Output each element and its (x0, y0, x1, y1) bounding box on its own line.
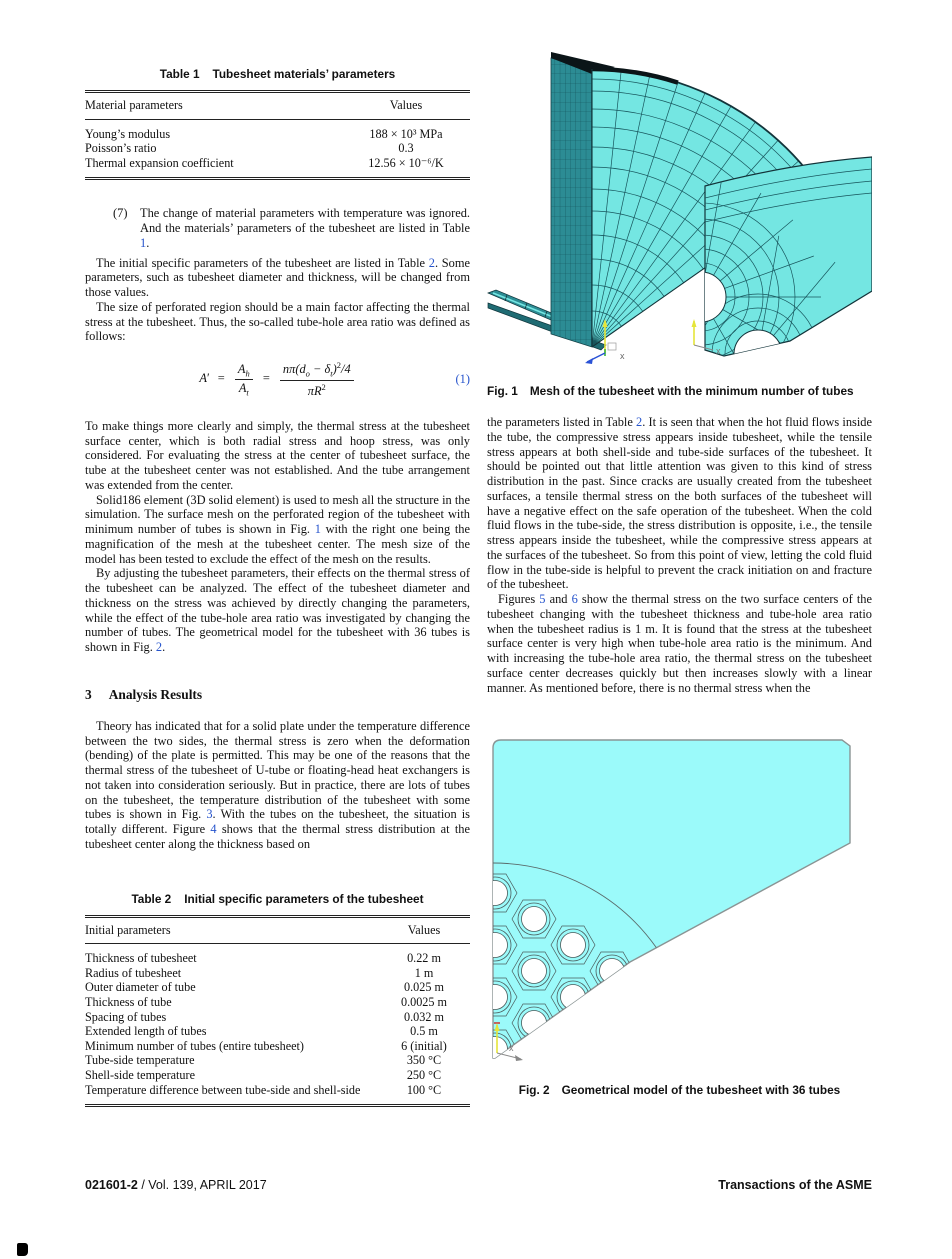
table2-caption-label: Table 2 (131, 891, 172, 906)
table-row (85, 1010, 470, 1025)
ref-link[interactable]: 2 (155, 640, 163, 655)
section-heading-3 (85, 687, 470, 703)
var: ) (332, 362, 337, 377)
text-run: To make things more clearly and simply, the thermal stress at the tubesheet surface center, which is both radial stress and hoop stress, was only considered. For evaluating the stress at the center of tubesheet surface, the tube at the tubesheet center was not established. And the tube arrangement was extended from the center. (85, 418, 470, 492)
paragraph (85, 300, 470, 344)
param-label: Extended length of tubes (85, 1024, 207, 1039)
text-run: . With the tubes on the tubesheet, the situation is totally different. Figure (85, 807, 470, 837)
param-label: Poisson’s ratio (85, 141, 157, 156)
fraction-hole-area (280, 360, 354, 399)
journal-name: Transactions of the ASME (718, 1178, 872, 1192)
var: A (237, 361, 246, 376)
param-value: 350 °C (406, 1053, 442, 1068)
equation-number-link[interactable]: (1) (455, 371, 470, 386)
table-row (85, 1024, 470, 1039)
table-row (85, 995, 470, 1010)
text-run: The initial specific parameters of the tubesheet are listed in Table (96, 255, 429, 270)
param-label: Temperature difference between tube-side and shell-side (85, 1082, 361, 1097)
left-column (85, 45, 470, 1107)
ref-link[interactable]: 1 (314, 522, 321, 537)
figure2-caption (487, 1083, 872, 1097)
superscript: 2 (336, 360, 341, 371)
paragraph (487, 592, 872, 695)
param-label: Radius of tubesheet (85, 965, 182, 980)
param-value: 0.3 (398, 141, 414, 156)
table-header-row (85, 916, 470, 944)
param-value: 6 (initial) (401, 1038, 447, 1053)
paragraph (85, 566, 470, 655)
param-value: 0.025 m (404, 980, 444, 995)
param-label: Thickness of tube (85, 994, 172, 1009)
figure-1 (487, 45, 872, 375)
list-item-text (140, 206, 470, 250)
table1-caption-title: Tubesheet materials’ parameters (212, 67, 396, 81)
column-header: Values (342, 92, 470, 120)
ref-link[interactable]: 3 (206, 807, 213, 822)
param-value: 0.032 m (404, 1009, 444, 1024)
ref-link[interactable]: 2 (636, 415, 643, 429)
table-row (85, 1053, 470, 1068)
list-item-marker: (7) (113, 206, 128, 221)
var: − δ (309, 362, 331, 377)
subscript: t (330, 368, 333, 379)
table2-initial-parameters (85, 915, 470, 1108)
x-axis-label: x (716, 346, 721, 356)
param-label: Spacing of tubes (85, 1009, 167, 1024)
text-run: with the right one being the magnification of the mesh at the tubesheet center. The mesh size of the model has been tested to exclude the effect of the mesh on the results. (85, 522, 470, 566)
section-number: 3 (85, 686, 92, 702)
fig2-model-image (487, 733, 872, 1073)
table-row (85, 966, 470, 981)
var: /4 (341, 362, 351, 377)
tubesheet-quarter-model (493, 740, 850, 1058)
text-run: . (146, 235, 150, 250)
footer-separator: / (141, 1178, 145, 1192)
x-axis-label: x (509, 1043, 514, 1054)
var: A (238, 380, 247, 395)
param-label: Tube-side temperature (85, 1053, 195, 1068)
table-row (85, 980, 470, 995)
equation-lhs: A (199, 371, 207, 386)
param-label: Minimum number of tubes (entire tubesheet) (85, 1038, 304, 1053)
table2-caption (85, 892, 470, 906)
paragraph (85, 493, 470, 567)
ref-link[interactable]: 5 (539, 592, 546, 606)
equals-sign: = (217, 371, 225, 386)
subscript: t (246, 387, 249, 398)
page-footer (85, 1178, 872, 1192)
right-column (487, 45, 872, 1097)
param-value: 188 × 10³ MPa (369, 126, 443, 141)
text-run: Figures (498, 592, 540, 606)
var: πR (307, 383, 322, 398)
numbered-list-item-7 (85, 206, 470, 250)
ref-link[interactable]: 1 (140, 235, 147, 250)
subscript: h (245, 367, 250, 378)
table-row (85, 141, 470, 156)
text-run: . It is seen that when the hot fluid flows inside the tube, the compressive stress appears inside tubesheet, while the tensile stress appears at both shell-side and tube-side surfaces of the tubesheet. It should be pointed out that little attention was given to this kind of stress distribution in the past. Since cracks are usually created from the tubesheet surfaces, a tensile thermal stress on the both surfaces of the tubesheet will have a negative effect on the safe operation of the tubesheet. When the cold fluid flows in the tube-side, the stress distribution is opposite, i.e., the tensile stress appears inside the tubesheet, while the compressive stress appears at the surfaces of the tubesheet. So from this point of view, letting the cold fluid flow in the tube-side is helpful to prevent the crack initiation on and fracture of the tubesheet. (487, 415, 872, 592)
param-value: 12.56 × 10⁻⁶/K (368, 155, 444, 170)
text-run: The change of material parameters with temperature was ignored. And the materials’ parameters of the tubesheet are listed in Table (140, 206, 470, 236)
print-registration-mark (17, 1243, 28, 1256)
param-label: Thermal expansion coefficient (85, 155, 234, 170)
text-run: show the thermal stress on the two surface centers of the tubesheet changing with the tubesheet thickness and tube-hole area ratio when the tubesheet radius is 1 m. It is found that the stress at the tubesheet surface center is very high when tube-hole area ratio is the minimum. And with increasing the tube-hole area ratio, the thermal stress on the tubesheet surface center decreases quickly but then increases slowly with a linear manner. As mentioned before, there is no thermal stress when the (487, 592, 872, 695)
section-title: Analysis Results (108, 686, 203, 702)
figure-2 (487, 733, 872, 1073)
volume-info: Vol. 139, APRIL 2017 (148, 1178, 267, 1192)
text-run: . Some parameters, such as tubesheet diameter and thickness, will be changed from those values. (85, 255, 470, 300)
equation-body (115, 360, 440, 399)
table2-caption-title: Initial specific parameters of the tubesheet (184, 891, 424, 906)
paragraph (85, 719, 470, 852)
param-value: 0.0025 m (400, 994, 448, 1009)
param-label: Young’s modulus (85, 126, 171, 141)
text-run: The size of perforated region should be a main factor affecting the thermal stress at the tubesheet. Thus, the so-called tube-hole area ratio was defined as follows: (85, 299, 470, 344)
param-label: Thickness of tubesheet (85, 951, 197, 966)
table-row (85, 1068, 470, 1083)
fraction-area-ratio (235, 362, 253, 398)
table-row (85, 944, 470, 966)
text-run: By adjusting the tubesheet parameters, their effects on the thermal stress of the tubesheet can be analyzed. The effect of the tubesheet diameter and thickness on the stress was achieved by directly changing the parameters, while the effect of the tube-hole area ratio was investigated by changing the number of tubes. The geometrical model for the tubesheet with 36 tubes is shown in Fig. (85, 566, 470, 655)
paragraph (85, 256, 470, 300)
text-run: . (162, 640, 166, 655)
param-value: 1 m (414, 965, 434, 980)
text-run: shows that the thermal stress distribution at the tubesheet center along the thickness based on (85, 822, 470, 851)
table-row (85, 156, 470, 179)
table-row (85, 1039, 470, 1054)
footer-left (85, 1178, 718, 1192)
column-header: Material parameters (85, 92, 342, 120)
column-header: Initial parameters (85, 916, 378, 944)
subscript: o (305, 368, 310, 379)
table-header-row (85, 92, 470, 120)
param-value: 0.5 m (410, 1024, 438, 1039)
equation-1 (85, 360, 470, 399)
text-run: Solid186 element (3D solid element) is used to mesh all the structure in the simulation. The surface mesh on the perforated region of the tubesheet with minimum number of tubes is shown in Fig. (85, 492, 470, 537)
figure1-caption-text: Mesh of the tubesheet with the minimum number of tubes (529, 384, 854, 398)
table-row (85, 1083, 470, 1106)
figure1-caption (487, 384, 872, 398)
table1-materials-parameters (85, 90, 470, 180)
table1-caption (85, 67, 470, 81)
figure2-caption-label: Fig. 2 (518, 1083, 550, 1098)
table1-caption-label: Table 1 (159, 67, 200, 81)
var: nπ(d (282, 362, 306, 377)
x-axis-label: x (620, 351, 625, 361)
fig1-mesh-image (487, 45, 872, 375)
paragraph (487, 415, 872, 592)
param-label: Shell-side temperature (85, 1067, 195, 1082)
param-value: 100 °C (406, 1082, 442, 1097)
text-run: Theory has indicated that for a solid plate under the temperature difference between the two sides, the thermal stress is zero when the deformation (bending) of the plate is permitted. This may be one of the reasons that the thermal stress of the tubesheet of U-tube or floating-head heat exchangers is not taken into consideration seriously. But in practice, there are lots of tubes on the tubesheet, the temperature distribution of the tubesheet with some tubes is shown in Fig. (85, 718, 470, 822)
text-run: and (545, 592, 572, 606)
ref-link[interactable]: 6 (571, 592, 578, 606)
figure2-caption-text: Geometrical model of the tubesheet with 36 tubes (561, 1083, 841, 1098)
param-value: 0.22 m (407, 951, 441, 966)
superscript: 2 (321, 381, 326, 392)
equals-sign: = (262, 371, 270, 386)
text-run: the parameters listed in Table (487, 415, 637, 429)
ref-link[interactable]: 2 (428, 255, 435, 270)
paragraph (85, 419, 470, 493)
table-row (85, 119, 470, 141)
page-number: 021601-2 (85, 1178, 138, 1192)
ref-link[interactable]: 4 (210, 822, 217, 837)
param-label: Outer diameter of tube (85, 980, 196, 995)
param-value: 250 °C (406, 1067, 442, 1082)
column-header: Values (378, 916, 470, 944)
figure1-caption-label: Fig. 1 (487, 384, 518, 398)
prime-mark: ′ (206, 371, 210, 386)
